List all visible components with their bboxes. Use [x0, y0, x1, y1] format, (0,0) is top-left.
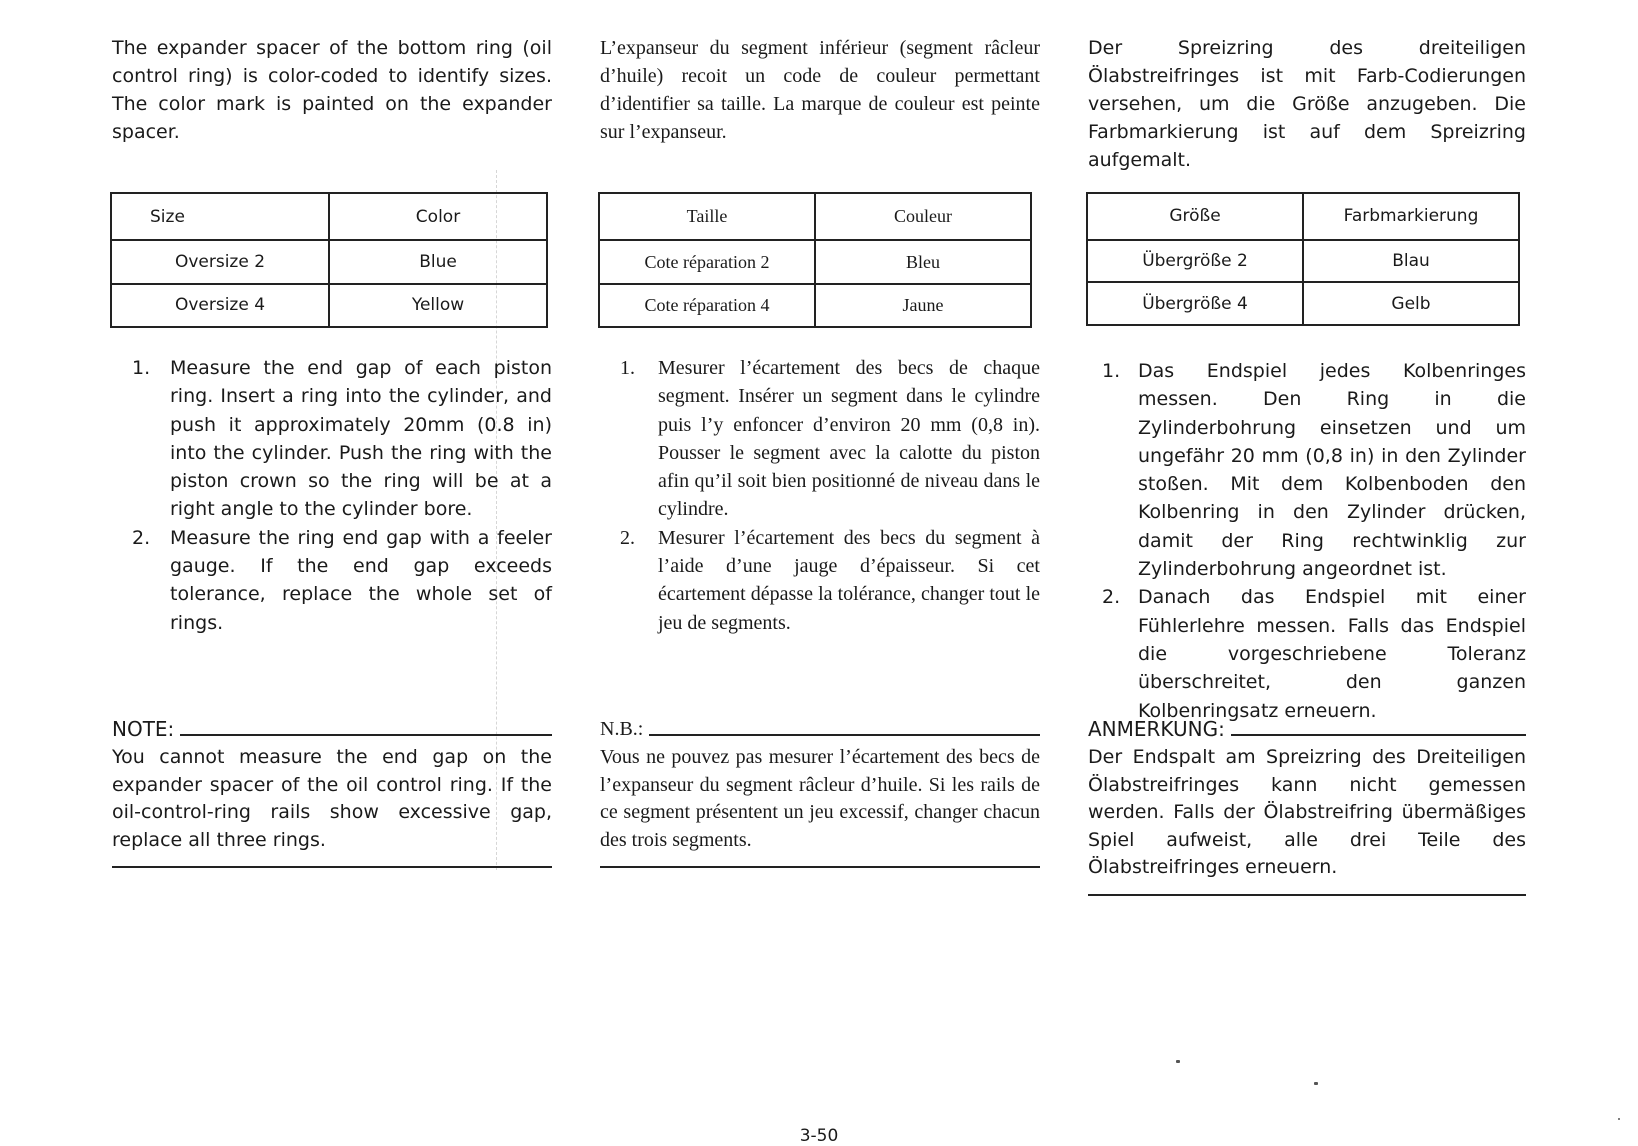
table-header-row — [1087, 193, 1519, 240]
scan-speck — [1314, 1082, 1318, 1085]
table-header-cell: Taille — [599, 193, 815, 240]
table-cell: Cote réparation 2 — [599, 240, 815, 283]
step-text: Mesurer l’écartement des becs de chaque segment. Insérer un segment dans le cylindre puis l’y enfoncer d’environ 20 mm (0,8 in). Pousser le segment avec la calotte du piston afin qu’il soit bien positionné de niveau dans le cylindre. — [658, 357, 1040, 521]
note-text: Der Endspalt am Spreizring des Dreiteiligen Ölabstreifringes kann nicht gemessen werden. Falls der Ölabstreifring übermäßiges Spiel aufweist, alle drei Teile des Ölabstreifringes erneuern. — [1088, 746, 1526, 878]
note-heading: NOTE: — [112, 717, 175, 741]
note-header — [112, 716, 552, 742]
note-heading: N.B.: — [600, 718, 644, 740]
step-number: 1. — [1102, 360, 1121, 382]
table-cell: Blue — [329, 240, 547, 283]
note-heading: ANMERKUNG: — [1088, 717, 1225, 741]
note-end-rule — [600, 866, 1040, 868]
note-box — [112, 716, 552, 868]
table-header-cell: Color — [329, 193, 547, 240]
note-rule — [1231, 734, 1526, 736]
table-cell: Blau — [1303, 240, 1519, 283]
step-text: Danach das Endspiel mit einer Fühlerlehre messen. Falls das Endspiel die vorgeschriebene Toleranz überschreitet, den ganzen Kolbenringsatz erneuern. — [1138, 586, 1526, 722]
table-row — [1087, 282, 1519, 325]
table-row — [599, 240, 1031, 283]
column-german — [1088, 0, 1526, 1144]
table-cell: Jaune — [815, 284, 1031, 327]
list-item — [1088, 357, 1526, 583]
table-cell: Bleu — [815, 240, 1031, 283]
note-rule — [180, 734, 552, 736]
table-cell: Gelb — [1303, 282, 1519, 325]
note-text: You cannot measure the end gap on the expander spacer of the oil control ring. If the oil-control-ring rails show excessive gap, replace all three rings. — [112, 746, 552, 851]
color-code-table — [110, 192, 548, 328]
scan-speck — [1176, 1060, 1180, 1063]
table-header-cell: Size — [111, 193, 329, 240]
list-item — [600, 354, 1040, 524]
table-row — [1087, 240, 1519, 283]
intro-paragraph: Der Spreizring des dreiteiligen Ölabstreifringes ist mit Farb-Codierungen versehen, um die Größe anzugeben. Die Farbmarkierung ist auf dem Spreizring aufgemalt. — [1088, 37, 1526, 171]
table-cell: Übergröße 4 — [1087, 282, 1303, 325]
step-text: Mesurer l’écartement des becs du segment à l’aide d’une jauge d’épaisseur. Si cet écartement dépasse la tolérance, changer tout le jeu de segments. — [658, 526, 1040, 634]
table-cell: Übergröße 2 — [1087, 240, 1303, 283]
step-text: Measure the ring end gap with a feeler gauge. If the end gap exceeds tolerance, replace the whole set of rings. — [170, 526, 552, 634]
scan-speck — [1618, 1118, 1620, 1120]
table-cell: Yellow — [329, 284, 547, 327]
step-number: 2. — [620, 526, 635, 549]
step-text: Measure the end gap of each piston ring. Insert a ring into the cylinder, and push it approximately 20mm (0.8 in) into the cylinder. Push the ring with the piston crown so the ring will be at a right angle to the cylinder bore. — [170, 357, 552, 521]
color-code-table — [598, 192, 1032, 328]
list-item — [600, 524, 1040, 637]
step-number: 1. — [132, 357, 151, 379]
step-text: Das Endspiel jedes Kolbenringes messen. Den Ring in die Zylinderbohrung einsetzen und um ungefähr 20 mm (0,8 in) in den Zylinder stoßen. Mit dem Kolbenboden den Kolbenring in den Zylinder drücken, damit der Ring rechtwinklig zur Zylinderbohrung angeordnet ist. — [1138, 360, 1526, 581]
list-item — [112, 524, 552, 637]
table-row — [111, 284, 547, 327]
note-end-rule — [112, 866, 552, 868]
table-cell: Oversize 2 — [111, 240, 329, 283]
column-french — [600, 0, 1040, 1144]
table-row — [111, 240, 547, 283]
table-header-cell: Couleur — [815, 193, 1031, 240]
list-item — [112, 354, 552, 524]
step-number: 2. — [1102, 586, 1121, 609]
note-header — [600, 716, 1040, 742]
table-cell: Oversize 4 — [111, 284, 329, 327]
note-end-rule — [1088, 894, 1526, 896]
steps-list — [112, 354, 552, 637]
table-header-cell: Größe — [1087, 193, 1303, 240]
step-number: 1. — [620, 357, 635, 379]
table-header-row — [111, 193, 547, 240]
steps-list — [1088, 357, 1526, 725]
steps-list — [600, 354, 1040, 637]
page-number: 3-50 — [799, 1126, 839, 1146]
table-cell: Cote réparation 4 — [599, 284, 815, 327]
note-rule — [649, 734, 1040, 736]
list-item — [1088, 583, 1526, 724]
color-code-table — [1086, 192, 1520, 326]
note-text: Vous ne pouvez pas mesurer l’écartement des becs de l’expanseur du segment râcleur d’huile. Si les rails de ce segment présentent un jeu excessif, changer chacun des trois segments. — [600, 746, 1040, 851]
table-row — [599, 284, 1031, 327]
table-header-cell: Farbmarkierung — [1303, 193, 1519, 240]
step-number: 2. — [132, 526, 151, 549]
note-header — [1088, 716, 1526, 742]
note-box — [1088, 716, 1526, 896]
column-english — [112, 0, 552, 1144]
intro-paragraph: The expander spacer of the bottom ring (oil control ring) is color-coded to identify sizes. The color mark is painted on the expander spacer. — [112, 37, 552, 143]
note-box — [600, 716, 1040, 868]
table-header-row — [599, 193, 1031, 240]
intro-paragraph: L’expanseur du segment inférieur (segment râcleur d’huile) recoit un code de couleur permettant d’identifier sa taille. La marque de couleur est peinte sur l’expanseur. — [600, 37, 1040, 143]
